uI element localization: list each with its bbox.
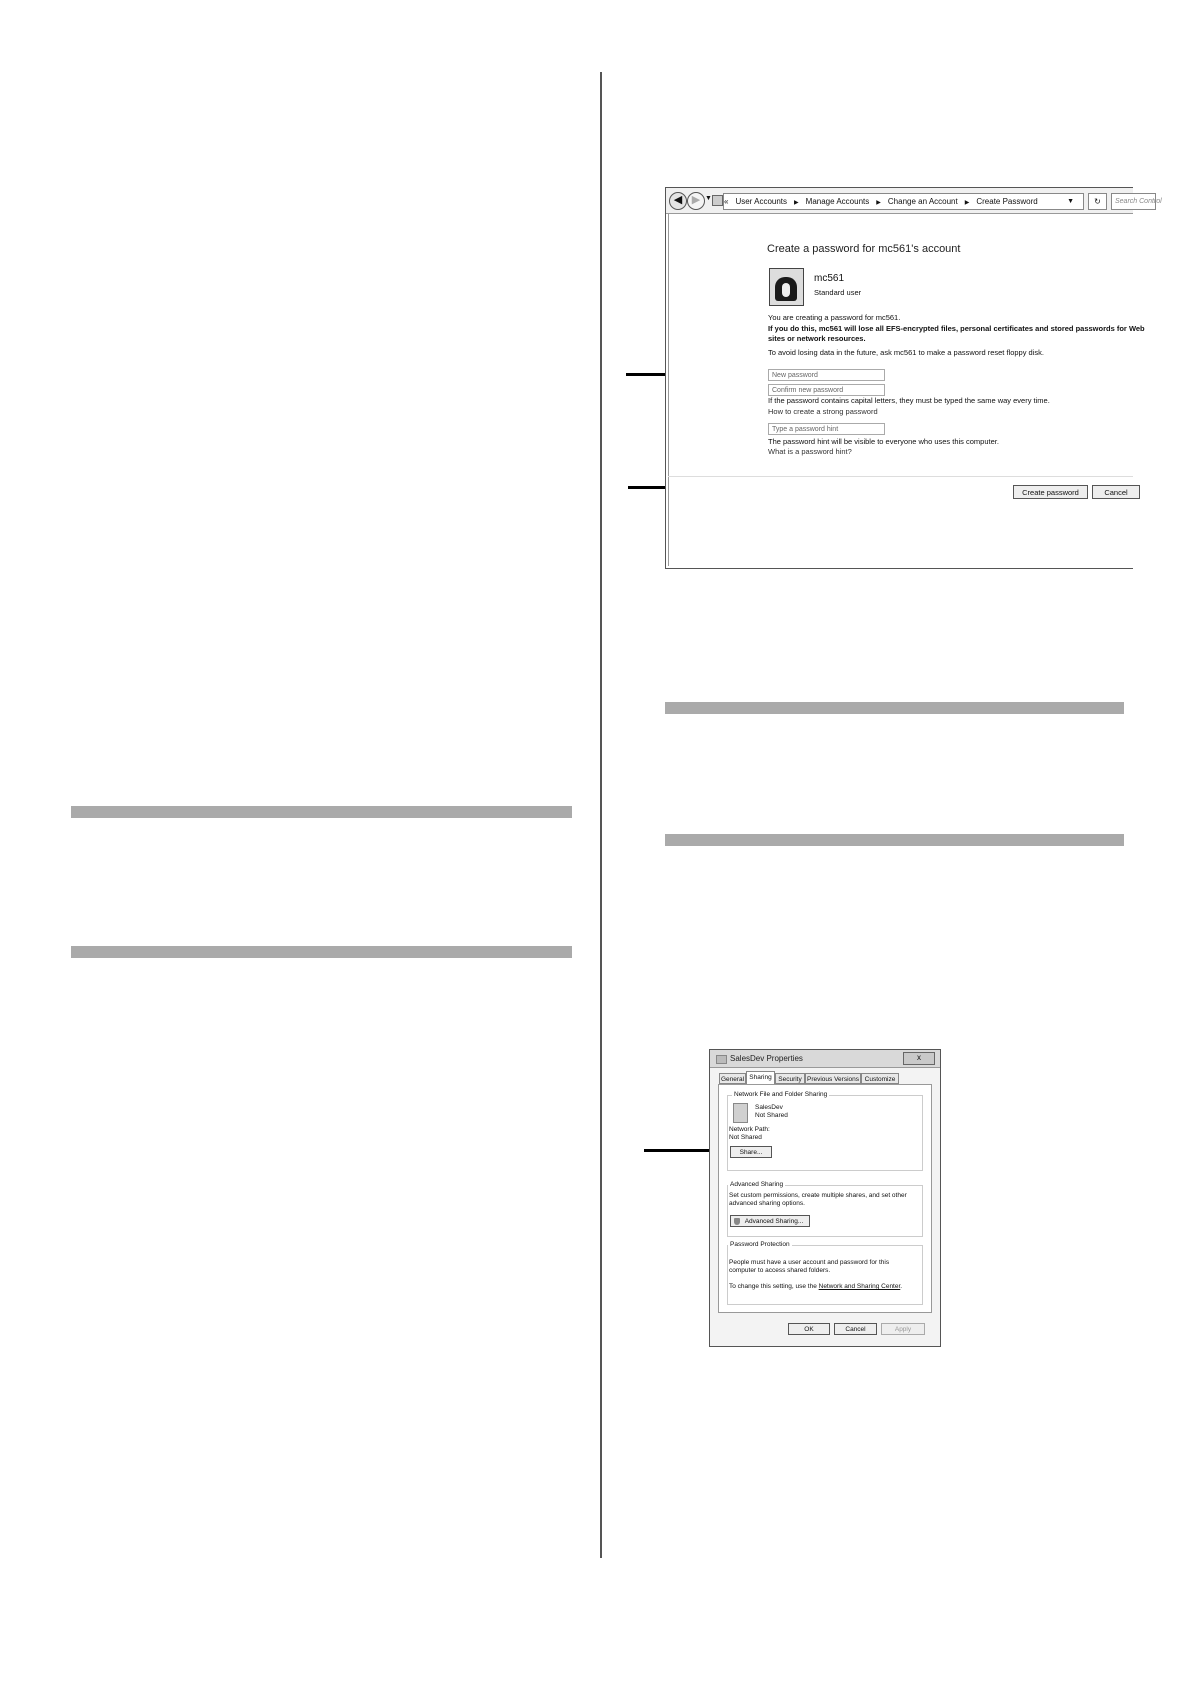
breadcrumb-create-password[interactable]: Create Password (976, 197, 1038, 206)
control-panel-icon (712, 195, 723, 206)
network-path-label: Network Path: (729, 1126, 770, 1133)
info-text: You are creating a password for mc561. (768, 313, 901, 322)
refresh-icon[interactable]: ↻ (1088, 193, 1107, 210)
address-bar (666, 188, 1162, 214)
folder-name: SalesDev (755, 1104, 783, 1111)
properties-dialog-screenshot (709, 1049, 941, 1347)
warning-text-line2: sites or network resources. (768, 334, 866, 343)
tab-sharing[interactable]: Sharing (746, 1071, 775, 1085)
shared-folder-icon (733, 1103, 748, 1123)
change-setting-prefix: To change this setting, use the (729, 1283, 817, 1290)
change-setting-text (729, 1283, 902, 1291)
avatar (769, 268, 804, 306)
breadcrumb-separator-icon: ▶ (964, 200, 970, 206)
create-password-screenshot (665, 187, 1162, 569)
network-sharing-label: Network File and Folder Sharing (734, 1091, 828, 1098)
capital-letters-note: If the password contains capital letters, they must be typed the same way every time. (768, 396, 1050, 405)
apply-button[interactable]: Apply (881, 1323, 925, 1335)
breadcrumb-change-account[interactable]: Change an Account (887, 197, 958, 206)
advanced-desc-line2: advanced sharing options. (729, 1200, 805, 1207)
new-password-input[interactable]: New password (768, 369, 885, 381)
user-name: mc561 (814, 273, 845, 284)
breadcrumb[interactable] (723, 193, 1084, 210)
breadcrumb-prefix: « (724, 197, 729, 206)
cancel-button[interactable]: Cancel (1092, 485, 1140, 499)
hint-note: The password hint will be visible to everyone who uses this computer. (768, 437, 999, 446)
password-hint-input[interactable]: Type a password hint (768, 423, 885, 435)
strong-password-link[interactable]: How to create a strong password (768, 407, 878, 416)
address-dropdown-icon[interactable]: ▼ (1067, 198, 1074, 205)
confirm-password-input[interactable]: Confirm new password (768, 384, 885, 396)
breadcrumb-separator-icon: ▶ (794, 200, 799, 206)
forward-icon[interactable]: ▶ (687, 192, 705, 210)
dialog-title: SalesDev Properties (730, 1054, 803, 1063)
section-bar (71, 946, 572, 958)
network-sharing-center-link[interactable]: Network and Sharing Center (818, 1283, 901, 1290)
tab-general[interactable]: General (719, 1073, 746, 1084)
section-bar (71, 806, 572, 818)
ok-button[interactable]: OK (788, 1323, 830, 1335)
tab-customize[interactable]: Customize (861, 1073, 899, 1084)
share-button[interactable]: Share... (730, 1146, 772, 1158)
tab-previous-versions[interactable]: Previous Versions (805, 1073, 861, 1084)
create-password-button[interactable]: Create password (1013, 485, 1088, 499)
section-bar (665, 834, 1124, 846)
password-protection-label: Password Protection (730, 1241, 790, 1248)
cancel-button[interactable]: Cancel (834, 1323, 877, 1335)
password-desc-line1: People must have a user account and password for this (729, 1259, 890, 1266)
password-protection-group (727, 1245, 923, 1305)
content-area (668, 214, 1133, 566)
share-status: Not Shared (755, 1112, 788, 1119)
dialog-titlebar (710, 1050, 940, 1068)
back-icon[interactable]: ◀ (669, 192, 687, 210)
network-path-value: Not Shared (729, 1134, 762, 1141)
advanced-sharing-button-label: Advanced Sharing... (744, 1218, 804, 1225)
breadcrumb-separator-icon: ▶ (876, 200, 881, 206)
recent-pages-chevron-icon[interactable]: ▼ (705, 195, 712, 202)
breadcrumb-user-accounts[interactable]: User Accounts (735, 197, 788, 206)
floppy-text: To avoid losing data in the future, ask mc561 to make a password reset floppy disk. (768, 348, 1044, 357)
password-desc-line2: computer to access shared folders. (729, 1267, 831, 1274)
password-hint-link[interactable]: What is a password hint? (768, 447, 852, 456)
advanced-desc-line1: Set custom permissions, create multiple shares, and set other (729, 1192, 907, 1199)
warning-text-line1: If you do this, mc561 will lose all EFS-encrypted files, personal certificates and stored passwords for Web (768, 324, 1145, 333)
search-input[interactable]: Search Control (1111, 193, 1156, 210)
column-divider (600, 72, 602, 1558)
shield-icon (734, 1218, 740, 1225)
advanced-sharing-label: Advanced Sharing (730, 1181, 784, 1188)
sharing-panel (718, 1084, 932, 1313)
folder-icon (716, 1055, 727, 1064)
advanced-sharing-button[interactable] (730, 1215, 810, 1227)
close-button[interactable]: x (903, 1052, 935, 1065)
tab-security[interactable]: Security (775, 1073, 805, 1084)
user-type: Standard user (814, 288, 862, 297)
change-setting-suffix: . (900, 1283, 903, 1290)
breadcrumb-manage-accounts[interactable]: Manage Accounts (805, 197, 870, 206)
divider (668, 476, 1133, 477)
section-bar (665, 702, 1124, 714)
page-title: Create a password for mc561's account (767, 243, 961, 255)
